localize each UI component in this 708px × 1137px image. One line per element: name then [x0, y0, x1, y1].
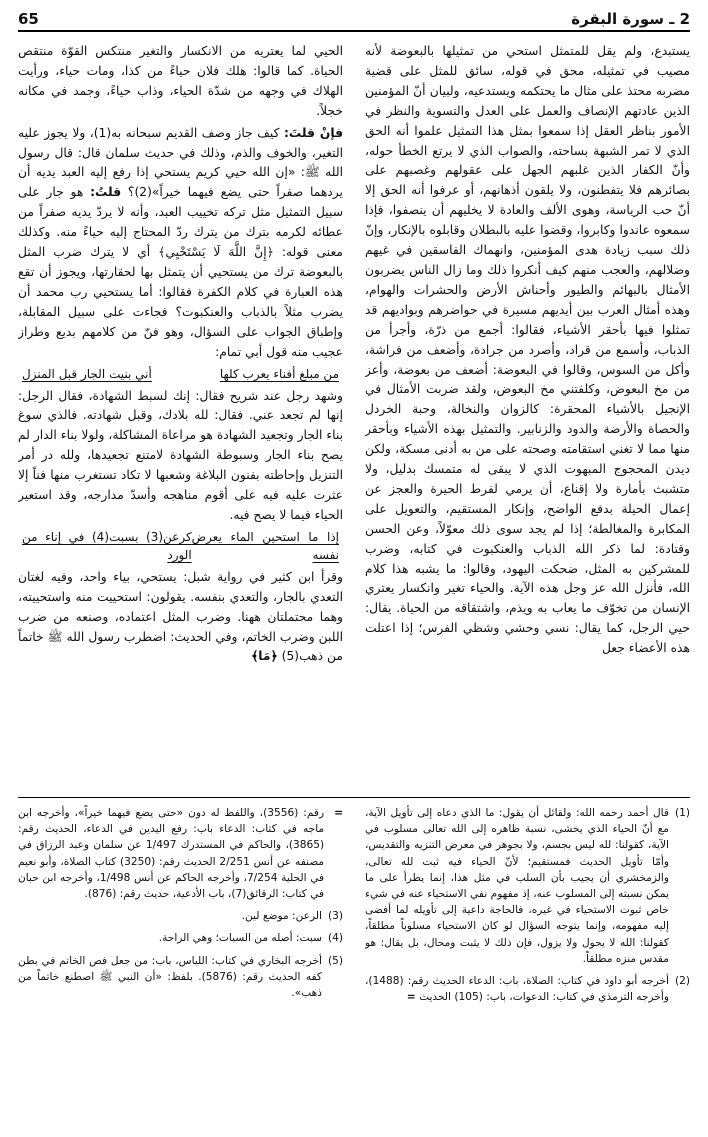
- surah-title: 2 ـ سورة البقرة: [571, 10, 690, 28]
- right-column-paragraph: يستبدع، ولم يقل للمتمثل استحي من تمثيلها بالبعوضة لأنه مصيب في تمثيله، محق في قوله، سائق للمثل على قضية مضربه محتذ على مثال ما يحتكمه ويستدعيه، ولبيان أنّ المؤمنين الذين عادتهم الإنصاف والعمل على العدل والتسوية والنظر في الأمور بناظر العقل إذا سمعوا بمثل هذا التمثيل علموا أنه الحق الذي لا تمر الشبهة بساحته، والصواب الذي لا يرتع الخطأ حوله، وأنّ الكفار الذين غلبهم الجهل على عقولهم وغصبهم على بصائرهم فلا يتفطنون، ولا يلقون أذهانهم، أو عرفوا أنه الحق إلا أنّ حب الرياسة، وهوى الألف والعادة لا يخليهم أن ينصفوا، فإذا سمعوه عاندوا وكابروا، وقضوا عليه بالبطلان وقابلوه بالإنكار، وإنّ ذلك سبب زيادة هدى المؤمنين، وانهماك الفاسقين في غيهم وضلالهم، والعجب منهم كيف أنكروا ذلك وما زال الناس يضربون الأمثال بالبهائم والطيور وأحناش الأرض والحشرات والهوام، وهذه أمثال العرب بين أيديهم مسيرة في حواضرهم وبواديهم قد تمثلوا فيها بأحقر الأشياء، فقالوا: أجمع من ذرّة، وأجرأ من الذباب، وأسمع من قراد، وأصرد من جرادة، وأضعف من فراشة، وأكل من السوس، وقالوا في البعوضة: أضعف من بعوضة، وأعز من مخ البعوض، وكلفتني مخ البعوض، ولقد ضربت الأمثال في الإنجيل بالأشياء المحقرة: كالزوان والنخالة، وحبة الخردل والحصاة والأرضة والدود والزنابير. والتمثيل بهذه الأشياء وبأحقر منها مما لا تغني استقامته وصحته على من به أدنى مسكة، ولكن ديدن المحجوج المبهوت الذي لا يبقى له متمسك بدليل، ولا متشبث بأمارة ولا إقناع، أن يرمي لفرط الحيرة والعجز عن إعمال الحيلة بدفع الواضح، وإنكار المستقيم، والتعويل على المكابرة والمغالطة؛ إذا لم يجد سوى ذلك معوّلاً، وعن الحسن وقتادة: لما ذكر الله الذباب والعنكبوت في كتابه، وضرب للمشركين به المثل، ضحكت اليهود، وقالوا: ما يشبه هذا كلام الله، فأنزل الله عز وجل هذه الآية. والحياء تغير وانكسار يعتري الإنسان من تخوّف ما يعاب به ويذم، واشتقاقه من الحياة. يقال: حيي الرجل، كما يقال: نسي وحشي وشظي الفرس؛ إذا اعتلت هذه الأعضاء جعل: [365, 44, 690, 656]
- footnote-number: (2): [674, 975, 690, 988]
- footnote-number: (3): [327, 910, 343, 923]
- main-text-columns: [18, 42, 690, 732]
- footnote-text: سبت: أصله من السبات؛ وهي الراحة.: [158, 932, 322, 945]
- footnote-text: [365, 973, 669, 1005]
- quran-word: ﴿مَا﴾: [251, 649, 278, 664]
- footnotes-left-column: [18, 805, 343, 1125]
- left-paragraph-1: الحيي لما يعتريه من الانكسار والتغير منتكس القوّة منتقص الحياة. كما قالوا: هلك فلان حياءً من كذا، ومات حياء، ورأيت الهلاك في وجهه من شدّة الحياء، وذاب حياءً، وجمد في مكانه خجلاً.: [18, 44, 343, 118]
- page-number: 65: [18, 10, 39, 28]
- left-paragraph-5: [18, 568, 343, 668]
- footnote-divider: [18, 797, 690, 798]
- footnote-text: رقم: (3556)، واللفظ له دون «حتى يضع فيهما خيراً»، وأخرجه ابن ماجه في كتاب: الدعاء باب: رفع اليدين في الدعاء، الحديث رقم: (3865)، والحاكم في المستدرك 1/497 عن سلمان وعبد الرزاق في مصنفه عن أنس 2/251 الحديث رقم: (3250) كتاب الصلاة، وأبو نعيم في الحلية 7/254، وأخرجه الحاكم عن أنس 1/498، وأخرجه ابن حبان في كتاب: الرقائق(7)، باب الأدعية، حديث رقم: (876).: [18, 807, 325, 901]
- paragraph-5-text: وقرأ ابن كثير في رواية شبل: يستحي، بياء واحد، وفيه لغتان التعدي بالجار، والتعدي بنفسه. يقولون: استحييت منه واستحييته، وهما محتملتان ههنا. وضرب المثل اعتماده، وصنعه من ضرب اللبن وضرب الخاتم، وفي الحديث: اضطرب رسول الله ﷺ خاتماً من ذهب(5): [18, 569, 343, 664]
- continuation-mark: =: [406, 991, 416, 1004]
- right-column: [365, 42, 690, 732]
- verse-1-second-half: أني بنيت الجار قبل المنزل: [22, 366, 152, 381]
- footnote-2: [365, 973, 690, 1005]
- answer-lead: قلتُ:: [90, 185, 122, 200]
- footnote-number: (4): [327, 932, 343, 945]
- question-lead: فإنْ قلتَ:: [283, 125, 343, 140]
- footnotes-right-column: [365, 805, 690, 1125]
- left-paragraph-2: [18, 124, 343, 363]
- verse-2-first-half: إذا ما استحين الماء يعرض نفسه: [191, 529, 339, 562]
- footnote-2-continued: [18, 805, 343, 902]
- page-header: [18, 8, 690, 32]
- question-text: كيف جاز وصف القديم سبحانه به(1)، ولا يجوز عليه التغير، والخوف والذم، وذلك في حديث سلمان قال: قال رسول الله ﷺ: «إن الله حيي كريم يستحي إذا رفع إليه العبد يديه أن يردهما صفراً حتى يضع فيهما خيراً»(2)؟: [18, 125, 343, 200]
- footnote-number: (1): [674, 807, 690, 819]
- footnote-3: [18, 908, 343, 924]
- left-paragraph-4: وشهد رجل عند شريح فقال: إنك لسبط الشهادة، فقال الرجل: إنها لم تجعد عني. فقال: لله بلادك، وقبل شهادته. فالذي سوغ بناء الجار وتجعيد الشهادة هو مراعاة المشاكلة، ولولا بناء الدار لم يصح بناء الجار وسبوطة الشهادة لامتنع تجعيدها، ولله در أمر التنزيل وإحاطته بفنون البلاغة وشعبها لا تكاد تستغرب منها فناً إلا عثرت عليه فيه على أقوم مناهجه وأسدّ مدارجه، وقد استعير الحياء فيما لا يصح فيه.: [18, 388, 343, 522]
- footnote-4: [18, 930, 343, 946]
- footnote-number: (5): [327, 954, 343, 967]
- left-column: [18, 42, 343, 732]
- footnote-text: الرعن: موضع لين.: [241, 910, 322, 923]
- footnote-2-text: أخرجه أبو داود في كتاب: الصلاة، باب: الدعاء الحديث رقم: (1488)، وأخرجه الترمذي في كتاب: الدعوات، باب: (105) الحديث: [365, 975, 669, 1004]
- verse-1-first-half: من مبلغ أفناء يعرب كلها: [219, 366, 339, 381]
- poem-verse-1: [18, 365, 343, 383]
- continuation-mark: =: [334, 807, 343, 819]
- footnote-5: [18, 953, 343, 1002]
- footnote-text: قال أحمد رحمه الله: ولقائل أن يقول: ما الذي دعاه إلى تأويل الآية، مع أنّ الحياء الذي يخشى، نسبة ظاهره إلى الله تعالى مسلوب في الآية، كقولنا: لله ليس بجسم، ولا بجوهر في معرض التنزيه والتقديس، وأمّا تأويل الحديث فمستقيم؛ لأنّ الحياء فيه ثبت لله تعالى، والزمخشري أن يجيب بأن السلب في مثل هذا، إنما يطرأ على ما يمكن نسبته إلى المسلوب عنه، إذ مفهوم نفي الاستحياء عنه في شيء خاص ثبوت الاستحياء في غيره، فالحاجة داعية إلى تأويله لما أفضى إليه مفهومه، وإنما يتوجه السؤال لو كان الاستحياء مسلوباً مطلقاً، كقولنا: الله لا يحول ولا يزول، فإن ذلك لا يثبت ومحال، بل يقال: هو مقدس منزه مطلقاً.: [365, 807, 669, 965]
- footnote-text: أخرجه البخاري في كتاب: اللباس، باب: من جعل فص الخاتم في بطن كفه الحديث رقم: (5876). بلفظ: «أن النبي ﷺ اصطنع خاتماً من ذهب».: [18, 954, 322, 1000]
- footnote-1: [365, 805, 690, 967]
- verse-2-second-half: كرعن(3) بسبت(4) في إناء من الورد: [22, 529, 192, 562]
- answer-text: هو جار على سبيل التمثيل مثل تركه تخييب العبد، وأنه لا يردّ يديه صفراً من عطائه لكرمه بترك من يترك ردّ المحتاج إليه حياءً منه. وكذلك معنى قوله: ﴿إِنَّ اللَّهَ لَا يَسْتَحْيِي﴾ أي لا يترك ضرب المثل بالبعوضة ترك من يستحيي أن يتمثل بها لحقارتها، ويجوز أن تقع هذه العبارة في كلام الكفرة فقالوا: أما يستحيي رب محمد أن يضرب مثلاً بالذباب والعنكبوت؟ فجاءت على سبيل المقابلة، وإطباق الجواب على السؤال، وهو فنّ من كلامهم بديع وطراز عجيب منه قول أبي تمام:: [18, 185, 343, 359]
- poem-verse-2: [18, 528, 343, 564]
- footnotes-area: [18, 805, 690, 1125]
